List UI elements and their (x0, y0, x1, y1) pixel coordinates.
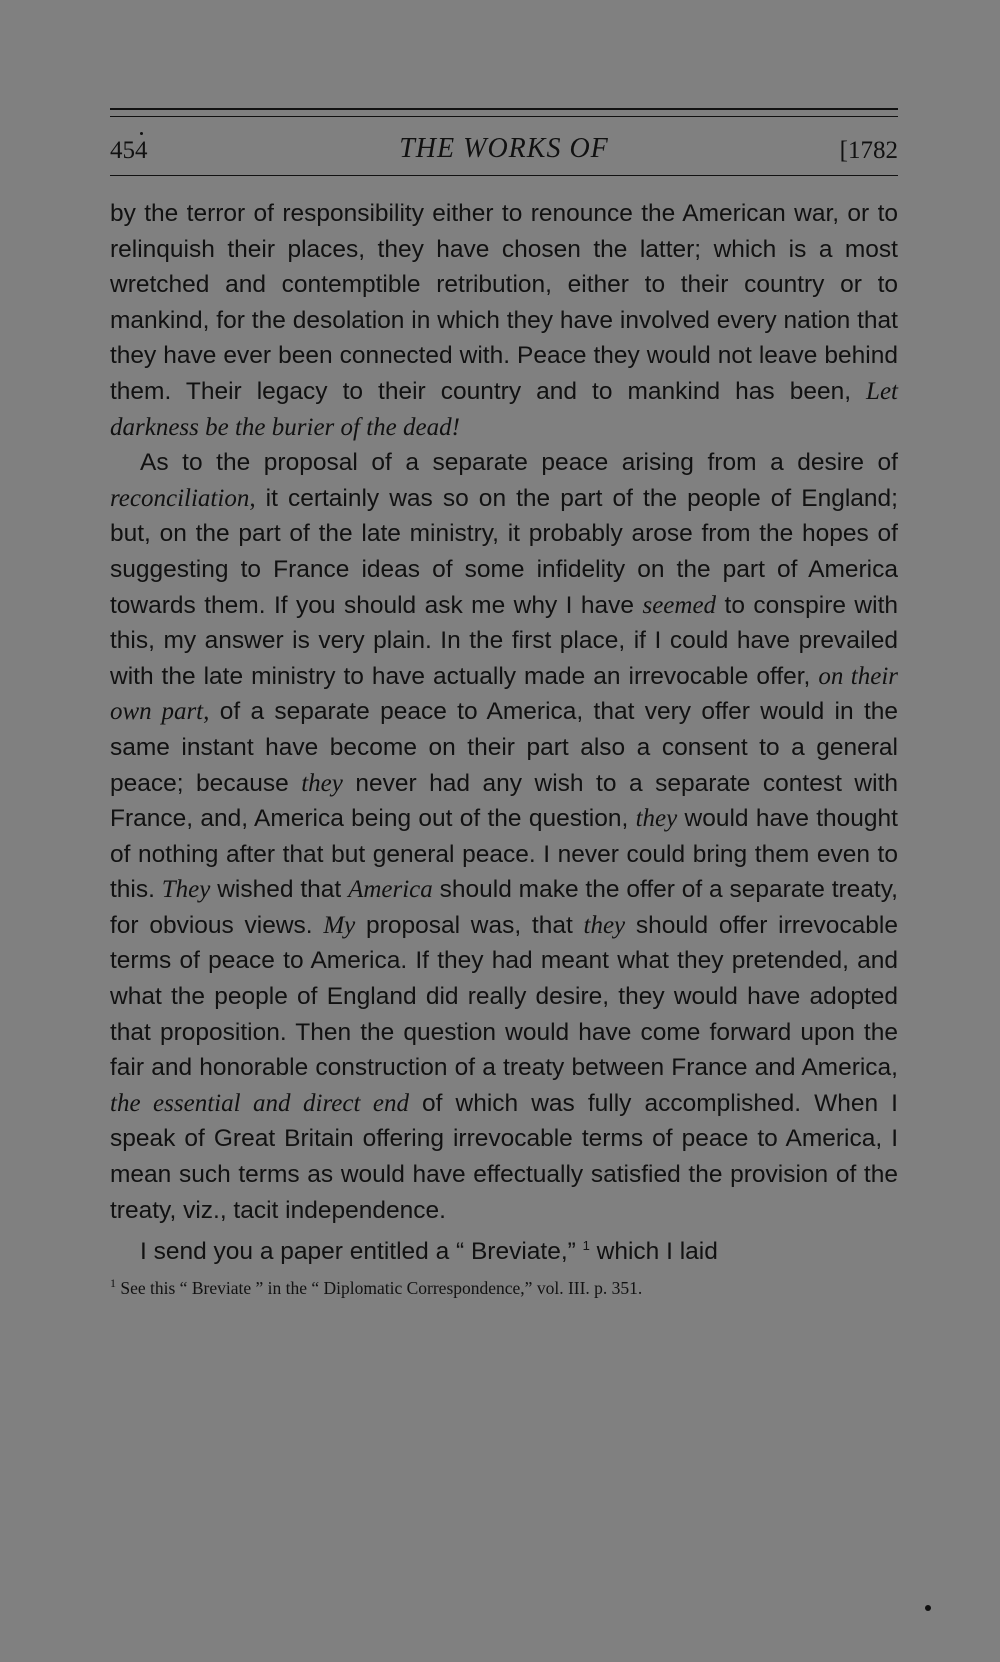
text-run: proposal was, that (355, 911, 584, 939)
italic-text: My (323, 911, 356, 939)
text-run: never had any wish to a separate contest with France, and, America being out of the question, (110, 769, 898, 833)
italic-text: they (583, 911, 626, 939)
italic-text: they (635, 805, 678, 833)
text-run: should offer irrevocable terms of peace to America. If they had meant what they pretended, and what the people of England did really desire, they would have adopted that proposition. Then the question would have come forward upon the fair and honorable construction of a treaty between France and America, (110, 911, 898, 1082)
footnote-mark: 1 (110, 1275, 116, 1290)
text-run: would have thought of nothing after that but general peace. I never could bring them even to this. (110, 805, 898, 904)
footnote-text: See this “ Breviate ” in the “ Diplomatic Correspondence,” vol. III. p. 351. (116, 1277, 643, 1298)
footnote-reference[interactable]: 1 (582, 1238, 590, 1254)
text-run: of which was fully accomplished. When I speak of Great Britain offering irrevocable terms of peace to America, I mean such terms as would have effectually satisfied the provision of the treaty, viz., tacit independence. (110, 1089, 898, 1224)
text-run: wished that (210, 876, 349, 904)
paragraph-3 (110, 1228, 898, 1270)
running-title: THE WORKS OF (399, 133, 609, 164)
text-run: which I laid (589, 1238, 718, 1266)
footnote (110, 1272, 898, 1299)
italic-text: on their own part, (110, 662, 899, 726)
page-body (110, 196, 898, 1270)
text-run: it certainly was so on the part of the people of England; but, on the part of the late ministry, it probably arose from the hopes of suggesting to France ideas of some infidelity on the part of America towards them. If you should ask me why I have (110, 484, 898, 619)
text-run: I send you a paper entitled a “ Breviate,” (140, 1238, 583, 1266)
italic-text: America (348, 876, 433, 904)
italic-text: They (161, 876, 211, 904)
page-number: 454 (110, 137, 148, 164)
paragraph-2 (110, 445, 898, 1228)
italic-quote: Let darkness be the burier of the dead! (110, 377, 898, 441)
text-run: by the terror of responsibility either to renounce the American war, or to relinquish their places, they have chosen the latter; which is a most wretched and contemptible retribution, either to their country or to mankind, for the desolation in which they have involved every nation that they have ever been connected with. Peace they would not leave behind them. Their legacy to their country and to mankind has been, (110, 200, 898, 405)
scan-speck (140, 132, 143, 135)
text-run: of a separate peace to America, that very offer would in the same instant have become on their part also a consent to a general peace; because (110, 698, 898, 797)
text-run: to conspire with this, my answer is very plain. In the first place, if I could have prevailed with the late ministry to have actually made an irrevocable offer, (110, 591, 899, 690)
header-year: [1782 (839, 137, 898, 164)
italic-text: reconciliation, (110, 484, 256, 512)
text-run: As to the proposal of a separate peace arising from a desire of (140, 449, 898, 477)
italic-text: the essential and direct end (110, 1089, 409, 1117)
italic-text: they (301, 769, 343, 797)
running-header (110, 133, 898, 171)
text-run: should make the offer of a separate treaty, for obvious views. (110, 876, 898, 939)
header-rule (110, 175, 898, 176)
scan-speck (925, 1605, 931, 1611)
paragraph-1 (110, 196, 898, 445)
book-page (110, 108, 898, 1299)
top-rule (110, 108, 898, 117)
italic-text: seemed (642, 591, 717, 619)
